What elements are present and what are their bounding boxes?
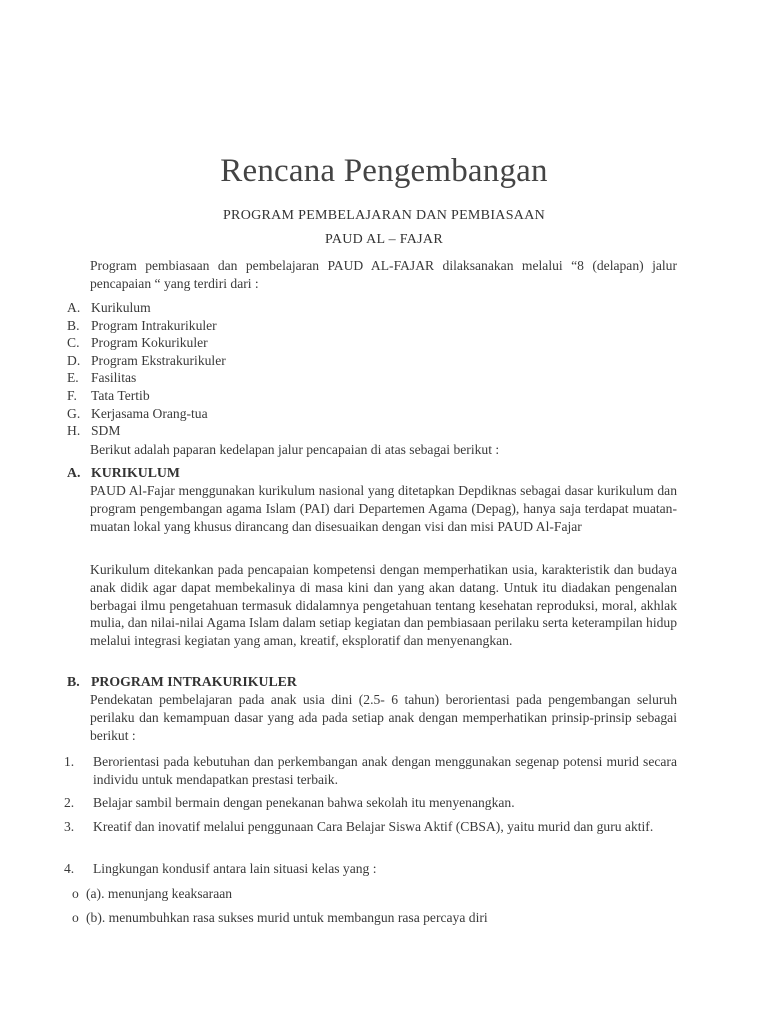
item-text: Kreatif dan inovatif melalui penggunaan Cara Belajar Siswa Aktif (CBSA), yaitu murid dan guru aktif.	[93, 819, 654, 834]
list-item	[67, 317, 226, 335]
list-item-text: Program Ekstrakurikuler	[91, 352, 226, 368]
section-a-heading	[67, 465, 180, 481]
list-marker: D.	[67, 352, 81, 368]
section-heading-text: PROGRAM INTRAKURIKULER	[91, 674, 297, 689]
sub-item	[72, 909, 488, 927]
item-number: 4.	[64, 861, 75, 876]
following-paragraph: Berikut adalah paparan kedelapan jalur pencapaian di atas sebagai berikut :	[90, 442, 500, 457]
principle-item	[64, 818, 677, 836]
sub-bullet: o	[72, 886, 79, 901]
list-item-text: Tata Tertib	[91, 387, 150, 403]
list-marker: E.	[67, 370, 79, 386]
sub-bullet: o	[72, 910, 79, 925]
list-item-text: Kerjasama Orang-tua	[91, 405, 208, 421]
principle-item	[64, 753, 677, 789]
list-marker: C.	[67, 335, 80, 351]
section-b-heading	[67, 674, 297, 690]
list-item	[67, 387, 226, 405]
section-a-paragraph-2: Kurikulum ditekankan pada pencapaian kompetensi dengan memperhatikan usia, karakteristik dan budaya anak didik agar dapat membekalinya di masa kini dan yang akan datang. Untuk itu diadakan pengenalan berbagai ilmu pengetahuan termasuk didalamnya pengetahuan tentang kesehatan reproduksi, moral, akhlak mulia, dan nilai-nilai Agama Islam dalam setiap kegiatan dan pembiasaan perilaku serta keterampilan hidup melalui integrasi kegiatan yang aman, kreatif, eksploratif dan menyenangkan.	[90, 562, 677, 649]
list-item	[67, 422, 226, 440]
list-item-text: SDM	[91, 423, 121, 439]
list-marker: G.	[67, 405, 81, 421]
section-a-paragraph-1: PAUD Al-Fajar menggunakan kurikulum nasional yang ditetapkan Depdiknas sebagai dasar kurikulum dan program pengembangan agama Islam (PAI) dari Departemen Agama (Depag), hanya saja terdapat muatan-muatan lokal yang khusus dirancang dan disesuaikan dengan visi dan misi PAUD Al-Fajar	[90, 483, 677, 534]
list-item-text: Program Kokurikuler	[91, 335, 208, 351]
principle-item	[64, 860, 677, 878]
list-marker: B.	[67, 317, 80, 333]
item-text: Berorientasi pada kebutuhan dan perkembangan anak dengan menggunakan segenap potensi murid secara individu untuk mendapatkan prestasi terbaik.	[93, 754, 677, 787]
page-title: Rencana Pengembangan	[220, 153, 548, 189]
item-number: 2.	[64, 795, 75, 810]
list-item-text: Program Intrakurikuler	[91, 317, 217, 333]
sub-item-text: (a). menunjang keaksaraan	[86, 886, 233, 901]
list-marker: F.	[67, 387, 77, 403]
section-heading-text: KURIKULUM	[91, 465, 180, 480]
list-item	[67, 405, 226, 423]
item-number: 3.	[64, 819, 75, 834]
program-subtitle: PROGRAM PEMBELAJARAN DAN PEMBIASAAN	[222, 208, 546, 223]
list-item	[67, 334, 226, 352]
sub-item	[72, 885, 232, 903]
intro-paragraph: Program pembiasaan dan pembelajaran PAUD AL-FAJAR dilaksanakan melalui “8 (delapan) jalur pencapaian “ yang terdiri dari :	[90, 258, 677, 291]
school-subtitle: PAUD AL – FAJAR	[325, 232, 443, 247]
section-marker: B.	[67, 674, 80, 689]
sub-item-text: (b). menumbuhkan rasa sukses murid untuk membangun rasa percaya diri	[86, 910, 488, 925]
list-item-text: Fasilitas	[91, 370, 137, 386]
section-b-paragraph: Pendekatan pembelajaran pada anak usia dini (2.5- 6 tahun) berorientasi pada pengembangan seluruh perilaku dan kemampuan dasar yang ada pada setiap anak dengan memperhatikan prinsip-prinsip sebagai berikut :	[90, 692, 677, 743]
list-item	[67, 299, 226, 317]
list-item-text: Kurikulum	[91, 300, 151, 315]
section-marker: A.	[67, 465, 81, 480]
item-text: Lingkungan kondusif antara lain situasi kelas yang :	[93, 861, 377, 876]
item-number: 1.	[64, 754, 75, 769]
list-item	[67, 352, 226, 370]
list-marker: A.	[67, 300, 81, 315]
list-marker: H.	[67, 423, 81, 439]
item-text: Belajar sambil bermain dengan penekanan bahwa sekolah itu menyenangkan.	[93, 795, 515, 810]
principle-item	[64, 794, 677, 812]
list-item	[67, 369, 226, 387]
pathway-list	[67, 299, 226, 440]
